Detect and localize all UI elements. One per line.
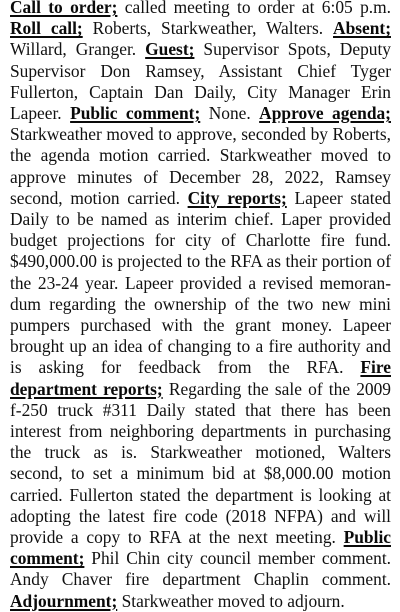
roll-call-heading: Roll call; bbox=[10, 18, 83, 39]
absent-text: Willard, Granger. bbox=[10, 39, 146, 60]
public-comment-heading: Public comment; bbox=[70, 103, 201, 124]
meeting-minutes-paragraph bbox=[10, 0, 391, 612]
city-reports-heading: City reports; bbox=[187, 187, 287, 208]
public-comment-text: None. bbox=[200, 103, 260, 124]
fire-department-reports-heading: Fire department reports; bbox=[10, 357, 391, 399]
public-comment-2-text: Phil Chin city council member comment. Andy Chaver fire department Chaplin comment. bbox=[10, 548, 391, 590]
adjournment-heading: Adjournment; bbox=[10, 590, 118, 611]
roll-call-text: Roberts, Starkweather, Walters. bbox=[82, 18, 334, 39]
guest-heading: Guest; bbox=[145, 39, 195, 60]
city-reports-text: Lapeer stated Daily to be named as interim chief. Laper provided budget projections for city of Charlotte fire fund. $490,000.00 is projected to the RFA as their portion of the 23-24 year. Lapeer provided a revised memorandum regarding the ownership of the two new mini pumpers purchased with the grant money. Lapeer brought up an idea of changing to a fire authority and is asking for feedback from the RFA. bbox=[10, 187, 391, 378]
approve-agenda-heading: Approve agenda; bbox=[259, 103, 391, 124]
approve-agenda-text: Starkweather moved to approve, seconded by Roberts, the agenda motion carried. Starkweather moved to approve minutes of December 28, 2022, Ramsey second, motion carried. bbox=[10, 124, 391, 208]
fire-department-reports-text: Regarding the sale of the 2009 f-250 truck #311 Daily stated that there has been interest from neighboring departments in purchasing the truck as is. Starkweather motioned, Walters second, to set a minimum bid at $8,000.00 motion carried. Fullerton stated the department is looking at adopting the latest fire code (2018 NFPA) and will provide a copy to RFA at the next meeting. bbox=[10, 378, 392, 548]
guest-text: Supervisor Spots, Deputy Supervisor Don Ramsey, Assistant Chief Tyger Fullerton, Captain Dan Daily, City Manager Erin Lapeer. bbox=[10, 39, 391, 124]
call-to-order-heading: Call to order; bbox=[10, 0, 118, 17]
absent-heading: Absent; bbox=[333, 18, 391, 39]
call-to-order-text: called meeting to order at 6:05 p.m. bbox=[117, 0, 391, 17]
adjournment-text: Starkweather moved to adjourn. bbox=[117, 590, 345, 611]
public-comment-2-heading: Public comment; bbox=[10, 527, 391, 569]
